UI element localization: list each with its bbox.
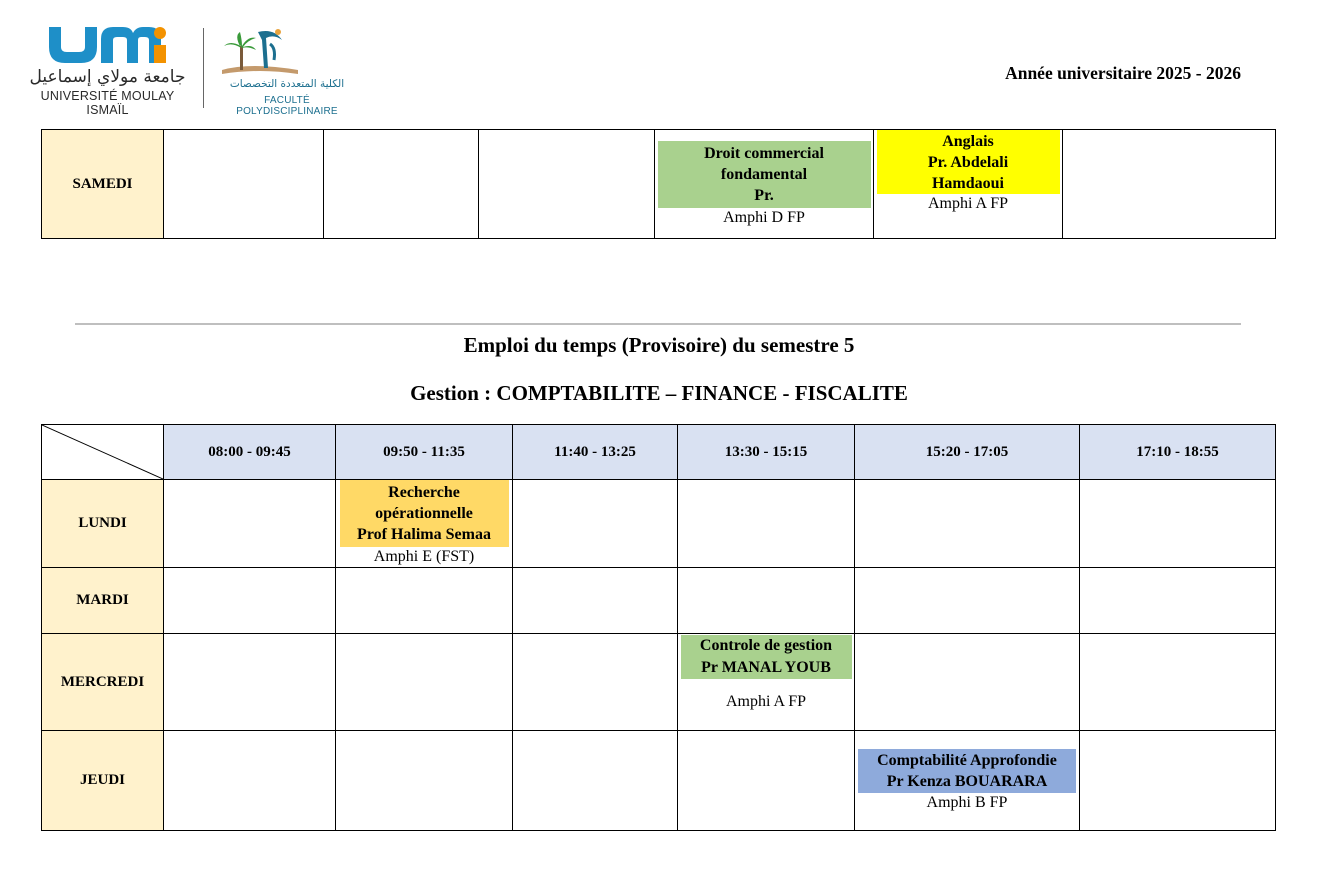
empty-cell: [1080, 634, 1276, 731]
academic-year: Année universitaire 2025 - 2026: [1005, 63, 1241, 83]
course-room: Amphi D FP: [723, 208, 805, 226]
course-cell-controle-de-gestion: [678, 634, 855, 731]
empty-cell: [164, 731, 336, 831]
empty-cell: [164, 480, 336, 568]
empty-cell: [1080, 568, 1276, 634]
empty-cell: [678, 568, 855, 634]
umi-french-name: UNIVERSITÉ MOULAY ISMAÏL: [40, 89, 175, 117]
time-slot-header: 11:40 - 13:25: [513, 425, 678, 480]
course-room: Amphi B FP: [926, 793, 1008, 811]
empty-cell: [513, 480, 678, 568]
time-slot-header: 15:20 - 17:05: [855, 425, 1080, 480]
time-slot-header: 08:00 - 09:45: [164, 425, 336, 480]
faculty-arabic-name: الكلية المتعددة التخصصات: [229, 78, 345, 90]
empty-cell: [164, 130, 324, 239]
course-line: Comptabilité Approfondie: [877, 751, 1057, 769]
course-line: Prof Halima Semaa: [357, 526, 491, 543]
section-divider: [75, 323, 1241, 325]
umi-logo: [25, 25, 190, 117]
faculty-french-name: FACULTÉ POLYDISCIPLINAIRE: [236, 95, 338, 117]
umi-arabic-name: جامعة مولاي إسماعيل: [29, 67, 186, 87]
empty-cell: [324, 130, 479, 239]
course-title-block: [858, 749, 1076, 793]
empty-cell: [678, 731, 855, 831]
empty-cell: [1080, 731, 1276, 831]
course-cell-anglais: [874, 130, 1063, 239]
course-room: Amphi A FP: [725, 693, 807, 710]
day-label-mercredi: MERCREDI: [42, 634, 164, 731]
course-line: Controle de gestion: [699, 637, 833, 654]
course-title-block: [658, 141, 871, 208]
course-line: Hamdaoui: [931, 175, 1004, 192]
empty-cell: [479, 130, 655, 239]
empty-cell: [1080, 480, 1276, 568]
course-line: Pr. Abdelali: [927, 154, 1009, 171]
course-title-block: [681, 635, 852, 679]
empty-cell: [336, 568, 513, 634]
empty-cell: [336, 731, 513, 831]
empty-cell: [678, 480, 855, 568]
umi-logo-mark-icon: [45, 25, 171, 65]
day-label-samedi: SAMEDI: [42, 130, 164, 239]
course-title-block: [340, 480, 509, 547]
course-cell-droit-commercial: [655, 130, 874, 239]
day-label-lundi: LUNDI: [42, 480, 164, 568]
course-line: Pr Kenza BOUARARA: [886, 772, 1048, 790]
timetable-subtitle: Gestion : COMPTABILITE – FINANCE - FISCALITE: [410, 381, 908, 405]
course-line: Anglais: [942, 133, 994, 150]
course-title-block: [877, 130, 1060, 194]
empty-cell: [336, 634, 513, 731]
empty-cell: [513, 568, 678, 634]
course-line: fondamental: [720, 165, 808, 183]
course-room: Amphi E (FST): [373, 548, 475, 565]
diagonal-line: [42, 425, 163, 479]
day-label-jeudi: JEUDI: [42, 731, 164, 831]
course-cell-comptabilite-approfondie: [855, 731, 1080, 831]
time-slot-header: 17:10 - 18:55: [1080, 425, 1276, 480]
course-line: Pr.: [754, 186, 774, 204]
empty-cell: [513, 634, 678, 731]
empty-cell: [164, 568, 336, 634]
empty-cell: [855, 480, 1080, 568]
course-line: Recherche: [388, 484, 460, 501]
timetable: [41, 424, 1276, 831]
course-line: Droit commercial: [704, 144, 824, 162]
course-cell-recherche-operationnelle: [336, 480, 513, 568]
day-label-mardi: MARDI: [42, 568, 164, 634]
empty-cell: [855, 634, 1080, 731]
palm-tree-logo-icon: [220, 26, 300, 78]
time-slot-header: 13:30 - 15:15: [678, 425, 855, 480]
corner-diagonal-cell: [42, 425, 164, 480]
logo-separator: [203, 28, 204, 108]
timetable-title: Emploi du temps (Provisoire) du semestre 5: [463, 333, 855, 357]
course-line: opérationnelle: [375, 505, 473, 522]
empty-cell: [513, 731, 678, 831]
empty-cell: [164, 634, 336, 731]
previous-timetable-fragment: [41, 129, 1276, 239]
empty-cell: [855, 568, 1080, 634]
empty-cell: [1063, 130, 1276, 239]
time-slot-header: 09:50 - 11:35: [336, 425, 513, 480]
faculty-logo: [212, 26, 362, 117]
course-room: Amphi A FP: [927, 195, 1009, 212]
course-line: Pr MANAL YOUB: [701, 659, 831, 676]
